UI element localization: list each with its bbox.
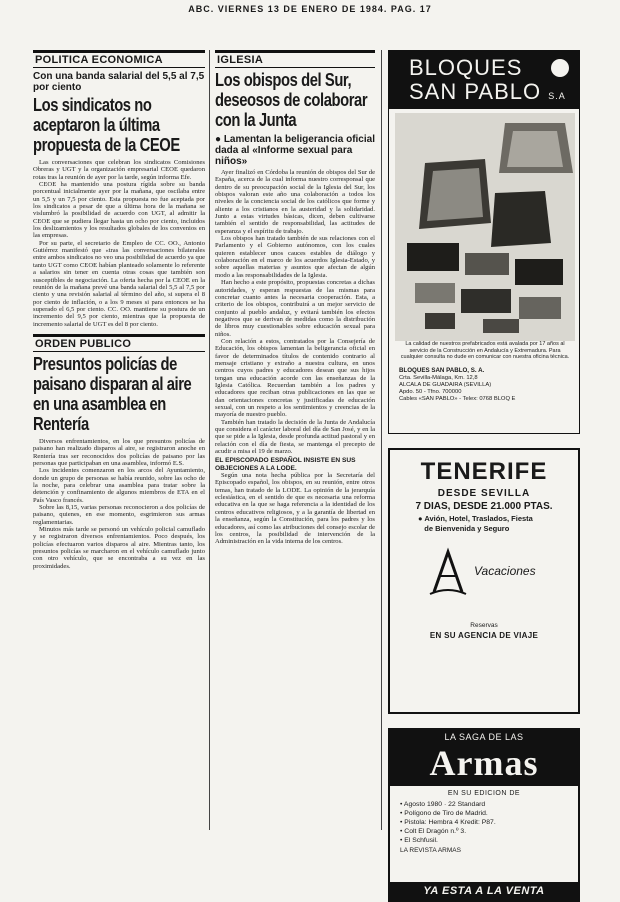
ad-tagline: LA SAGA DE LAS: [444, 732, 524, 742]
article-paragraph: Los incidentes comenzaron en los arcos del Ayuntamiento, donde un grupo de personas se había reunido, sobre las ocho de la noche, para celebrar una asamblea para tratar sobre la detención y confinamiento de algunos miembros de ETA en el País Vasco francés.: [33, 467, 205, 504]
ad-saga-armas: [388, 728, 580, 902]
ad-header: [389, 51, 579, 109]
article-headline: Presuntos policías de paisano disparan al aire en una asamblea en Rentería: [33, 353, 192, 434]
list-item: • Polígono de Tiro de Madrid.: [400, 810, 488, 817]
ad-tenerife: [388, 448, 580, 714]
column-divider: [381, 50, 382, 830]
list-item: • El Schfusil.: [400, 837, 438, 844]
ad-price: 7 DIAS, DESDE 21.000 PTAS.: [415, 501, 553, 512]
ad-title-main: SAN PABLO: [409, 79, 542, 104]
article-paragraph: Los obispos han tratado también de sus relaciones con el Parlamento y el Gobierno autónomos, con los cuales quieren establecer unos cauces estables de diálogo y colaboración en el marco de los acuerdos Iglesia-Estado, y sobre aquellas materias y asuntos que afectan de algún modo a las responsabilidades de la Iglesia.: [215, 235, 375, 279]
list-item: • Colt El Dragón n.º 3.: [400, 828, 467, 835]
article-paragraph: Sobre las 8,15, varias personas reconocieron a dos policías de paisano, quienes, en ese momento, esgrimieron sus armas reglamentarias.: [33, 504, 205, 526]
ad-title: Armas: [429, 743, 539, 783]
article-paragraph: Según una nota hecha pública por la Secretaría del Episcopado español, los obispos, en su reunión, entre otros temas, han tratado de la LODE. La opinión de la jerarquía eclesiástica, en el sentido de que es necesaria una reforma educativa en la que se haga referencia a la identidad de los centros educativos religiosos, y a la garantía de libertad en la enseñanza, según la Constitución, para los padres y los educadores, así como las atribuciones del consejo escolar de los centros, la posibilidad de intervención de la Administración en la vida interna de los centros.: [215, 472, 375, 546]
article-paragraph: Ayer finalizó en Córdoba la reunión de obispos del Sur de España, acerca de la cual informa nuestro corresponsal que dentro de su preocupación social de la Iglesia del Sur, los obispos valoran este año una colaboración a todos los niveles de la conciencia social de los católicos que forme y aliente a los cristianos en la austeridad y la solidaridad. Junto a estas virtudes básicas, dicen, deben cultivarse también el sentido de responsabilidad, las actitudes de esperanza y el espíritu de trabajo.: [215, 169, 375, 235]
article-paragraph: Con relación a estos, contratados por la Consejería de Educación, los obispos lamentan la beligerancia oficial en favor de determinados títulos de contenido contrario al mensaje cristiano y extraño a nuestra cultura, en unos centros cuyos padres y educadores desean que sus hijos tengan una educación acorde con las enseñanzas de la Iglesia Católica. Recuerdan también a los padres y educadores que reciban otras publicaciones en las que se dan orientaciones concretas y justificadas de educación sexual, con un respeto a los sentimientos y creencias de la mayoría de nuestro pueblo.: [215, 337, 375, 419]
article-deck-text: Lamentan la beligerancia oficial dada al «Informe sexual para niños»: [215, 134, 375, 167]
ad-header: [390, 730, 578, 786]
address-line: Cables «SAN PABLO» - Telex: 0768 BLOQ E: [399, 396, 516, 402]
list-item-text: El Schfusil.: [404, 837, 438, 844]
ad-subtitle: DESDE SEVILLA: [437, 488, 531, 499]
ad-edition-label: EN SU EDICION DE: [447, 790, 521, 797]
building-blocks-illustration-icon: [395, 113, 575, 341]
article-paragraph: Por su parte, el secretario de Empleo de CC. OO., Antonio Gutiérrez manifestó que «tras las conversaciones bilaterales entre ambos sindicatos no veo una posibilidad de acuerdo ya que tanto UGT como CEOE habían planteado solamente lo referente a salarios sin tener en cuenta otras cosas que también son susceptibles de negociación. La oferta hecha por la CEOE en la reunión de la mañana prevé una banda salarial del 5,5 al 7,5 por ciento y una revisión salarial al término del año, si supera el 8 por ciento de inflación, o a los 9 meses si para entonces se ha superado el 6,5 por ciento. CC. OO. mantiene su postura de un incremento del 9,5 por ciento, mientras que la propuesta de incremento salarial de UGT es del 8 por ciento.: [33, 239, 205, 328]
ad-footer: YA ESTA A LA VENTA: [390, 882, 578, 900]
address-line: ALCALA DE GUADAIRA (SEVILLA): [399, 382, 492, 388]
column-economia-orden: [33, 50, 205, 843]
ad-magazine-line: LA REVISTA ARMAS: [400, 847, 461, 854]
list-item-text: Pistola: Hembra 4 Kredit: P87.: [404, 819, 496, 826]
column-advertisements: [388, 50, 580, 897]
running-head: ABC. VIERNES 13 DE ENERO DE 1984. PAG. 17: [188, 4, 432, 14]
list-item-text: Polígono de Tiro de Madrid.: [404, 810, 488, 817]
ad-bloques-san-pablo: [388, 50, 580, 434]
address-line: Apdo. 50 - Tfno. 700000: [399, 389, 462, 395]
article-paragraph: También han tratado la decisión de la Junta de Andalucía que considera el carácter laboral del día de San José, y en la que se pide a la Iglesia, desde profunda actitud pastoral y en relación con el día de fiesta, se mantenga el precepto de acudir a misa el 19 de marzo.: [215, 418, 375, 456]
list-item: • Pistola: Hembra 4 Kredit: P87.: [400, 819, 496, 826]
article-kicker: EL EPISCOPADO ESPAÑOL INSISTE EN SUS OBJECIONES A LA LODE.: [215, 457, 356, 472]
article-deck: ● Lamentan la beligerancia oficial dada al «Informe sexual para niños»: [215, 134, 375, 167]
ad-agency: EN SU AGENCIA DE VIAJE: [429, 631, 539, 640]
article-paragraph: Han hecho a este propósito, propuestas concretas a dichas autoridades, y esperan respuestas de las mismas para concretar cuanto antes la necesaria cooperación. Esta, a criterio de los obispos, contribuirá a un mejor servicio de conjunto al pueblo andaluz, y evitará también los efectos negativos que se derivan de medidas como la distribución de libros muy cuestionables sobre educación sexual para niños.: [215, 279, 375, 338]
ad-caption: La calidad de nuestros prefabricados está avalada por 17 años al servicio de la Construcción en Andalucía y Extremadura. Para cualquier consulta no dude en comunicar con nuestra oficina técnica.: [400, 341, 570, 360]
article-paragraph: Diversos enfrentamientos, en los que presuntos policías de paisano han realizado disparos al aire, se registraron anoche en Rentería tras ser reconocidos dos policías de paisano por las personas que participaban en una asamblea, informó E.S.: [33, 437, 205, 467]
ad-features: ● Avión, Hotel, Traslados, Fiesta de Bienvenida y Seguro: [418, 514, 533, 533]
section-title: ORDEN PUBLICO: [33, 334, 205, 352]
ad-address: [399, 367, 575, 403]
ad-feature: Avión, Hotel, Traslados, Fiesta: [424, 514, 533, 523]
company-logo-icon: [551, 59, 569, 77]
ad-company-name: BLOQUES SAN PABLO, S. A.: [399, 367, 485, 374]
address-line: Crta. Sevilla-Málaga, Km. 12,8: [399, 375, 478, 381]
ad-title: BLOQUES: [409, 55, 523, 80]
article-deck: Con una banda salarial del 5,5 al 7,5 por ciento: [33, 71, 205, 93]
list-item-text: Colt El Dragón n.º 3.: [404, 828, 467, 835]
article-paragraph: CEOE ha mantenido una postura rígida sobre su banda porcentual inicialmente ayer por la mañana, que oscilaba entre un 5,5 y un 7,5 por ciento. Esta propuesta no fue aceptada por los sindicatos a pesar de que a última hora de la mañana se vislumbró la posibilidad de acuerdo con UGT, al admitir la CEOE que se pudiera llegar hasta un ocho por ciento, incluidos los deslizamientos y los resultados globales de los convenios en las empresas.: [33, 181, 205, 240]
ad-item-list: [400, 800, 578, 845]
column-divider: [209, 50, 210, 830]
ad-feature: de Bienvenida y Seguro: [424, 524, 510, 533]
ad-brand: [390, 542, 578, 612]
article-paragraph: Las conversaciones que celebran los sindicatos Comisiones Obreras y UGT y la organización empresarial CEOE quedaron rotas tras la reunión de ayer por la tarde, según informa Efe.: [33, 159, 205, 181]
ad-brand-name: Vacaciones: [474, 564, 536, 578]
list-item: • Agosto 1980 · 22 Standard: [400, 801, 486, 808]
ad-title: TENERIFE: [420, 458, 548, 485]
ad-reservations-label: Reservas: [470, 622, 498, 629]
article-headline: Los sindicatos no aceptaron la última propuesta de la CEOE: [33, 95, 180, 155]
list-item-text: Agosto 1980 · 22 Standard: [403, 801, 486, 808]
section-title: POLITICA ECONOMICA: [33, 53, 205, 68]
vacaciones-logo-icon: [428, 546, 468, 598]
column-iglesia: [215, 50, 375, 843]
section-title: IGLESIA: [215, 53, 375, 68]
ad-title-suffix: S.A: [548, 91, 566, 101]
article-headline: Los obispos del Sur, deseosos de colaborar con la Junta: [215, 70, 368, 130]
ad-title: [409, 79, 566, 105]
article-paragraph: Minutos más tarde se personó un vehículo policial camuflado y se registraron diversos enfrentamientos. Poco después, los policías efectuaron varios disparos al aire. Mientras tanto, los presuntos policías se marcharon en el vehículo camuflado junto con otro vehículo, que se encontraba a su vez en las proximidades.: [33, 526, 205, 570]
